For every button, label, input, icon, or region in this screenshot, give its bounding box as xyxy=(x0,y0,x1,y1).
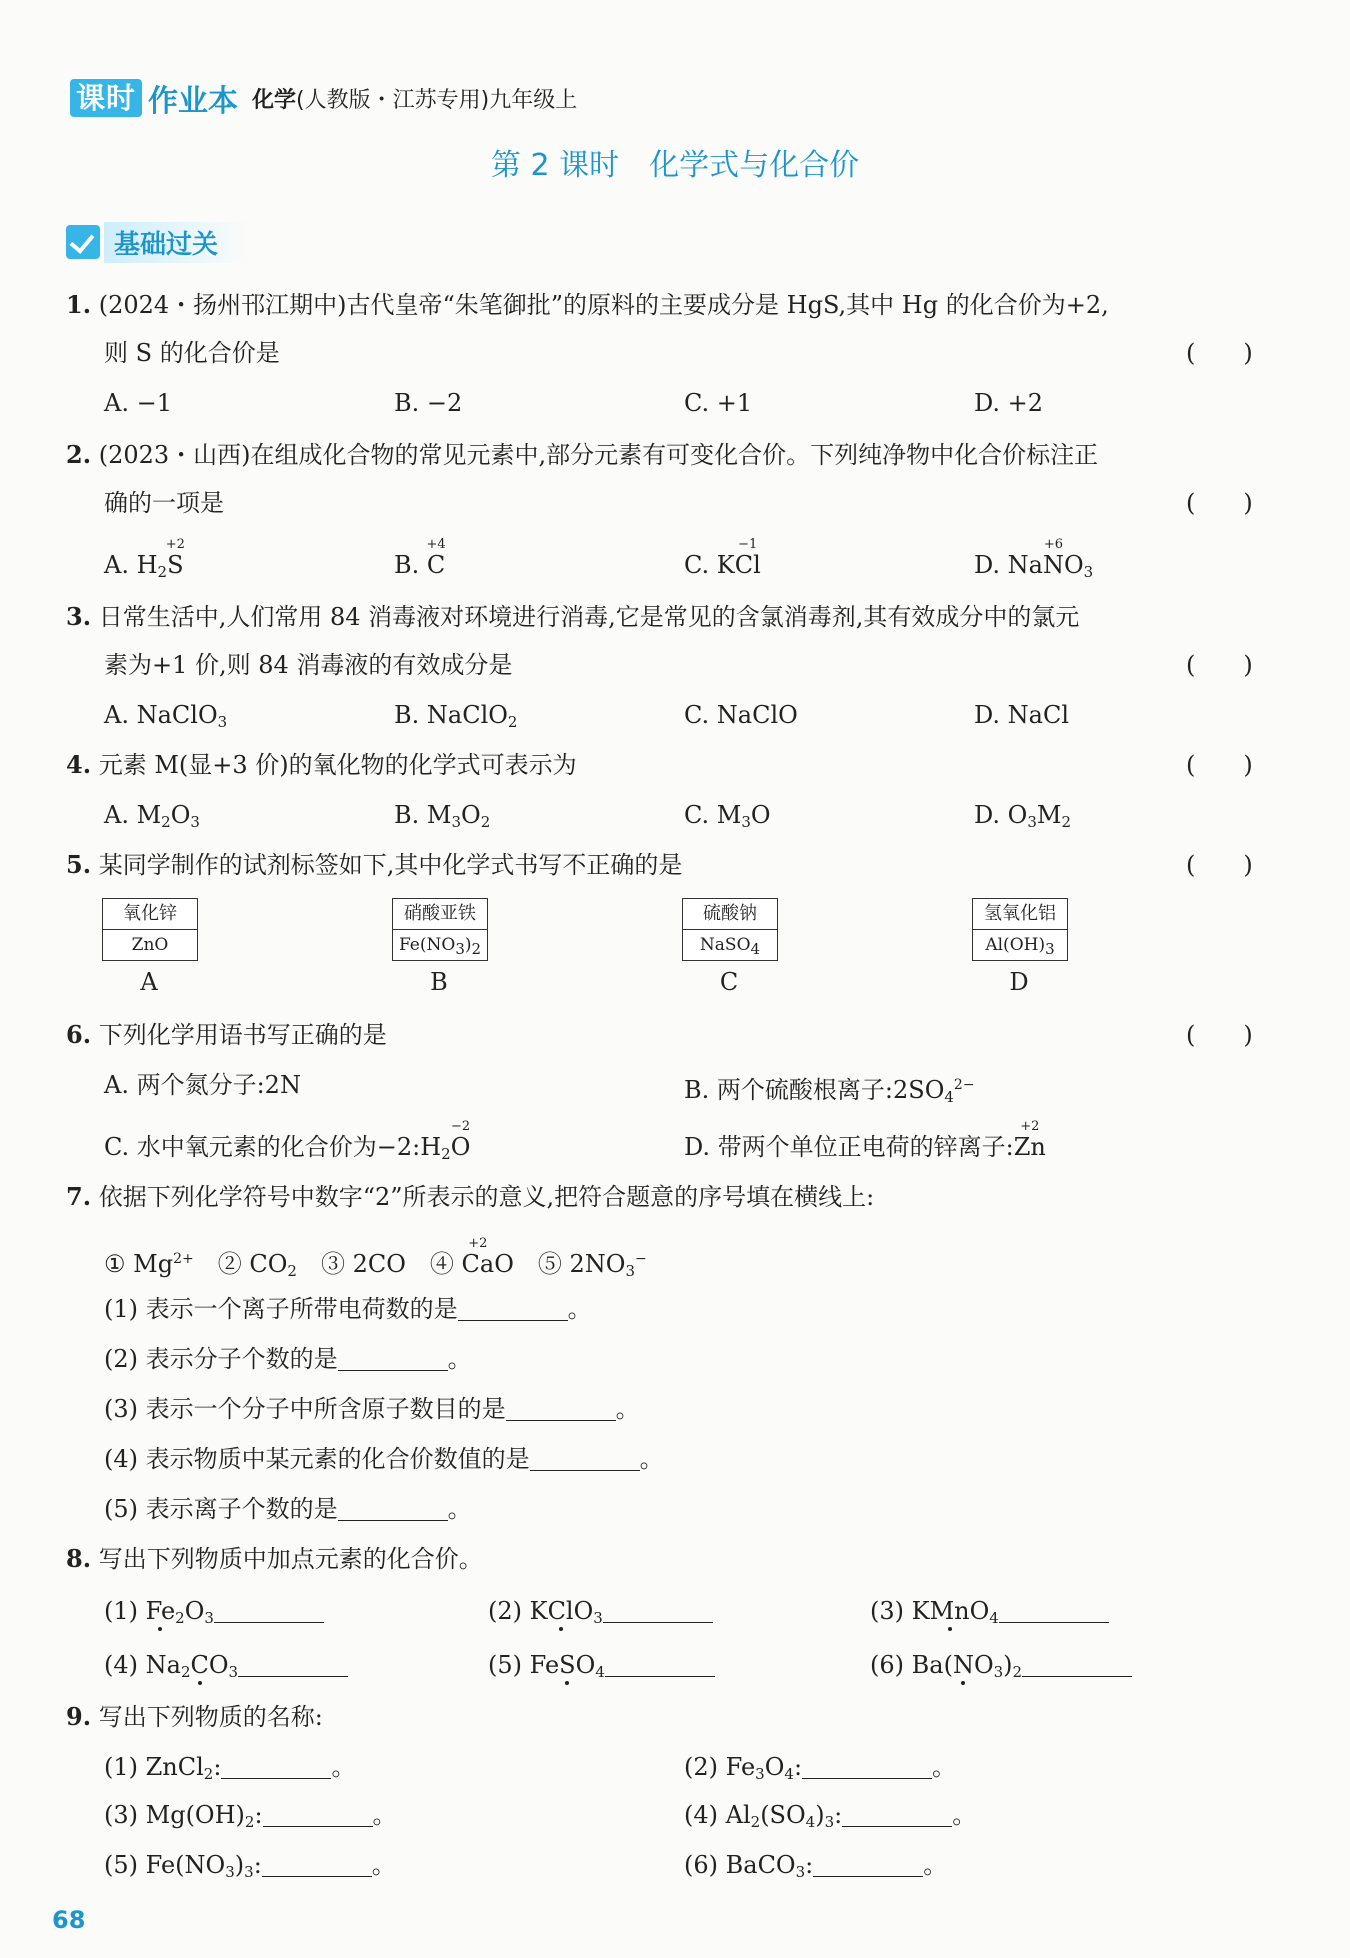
answer-blank[interactable] xyxy=(813,1854,923,1877)
answer-blank[interactable] xyxy=(842,1804,952,1827)
page-number: 68 xyxy=(52,1906,86,1934)
q3-option-c[interactable]: C. NaClO xyxy=(684,701,798,729)
label-name: 氧化锌 xyxy=(103,899,197,930)
q8-item2: (2) KClO$_3$ xyxy=(488,1596,713,1633)
q2-answer-paren[interactable]: ( ) xyxy=(1186,489,1253,517)
q2-option-c[interactable]: C. KCl −1 xyxy=(684,537,761,579)
q2-option-a[interactable]: A. $H_2S$ +2 xyxy=(104,537,185,581)
q5-line1: 5. 某同学制作的试剂标签如下,其中化学式书写不正确的是 xyxy=(66,850,683,879)
q7-sub4: (4) 表示物质中某元素的化合价数值的是 。 xyxy=(104,1445,664,1473)
answer-blank[interactable] xyxy=(605,1654,715,1677)
answer-blank[interactable] xyxy=(999,1600,1109,1623)
q7-sub5: (5) 表示离子个数的是 。 xyxy=(104,1495,472,1523)
label-name: 氢氧化铝 xyxy=(973,899,1067,930)
q1-line1: 1. (2024・扬州邗江期中)古代皇帝“朱笔御批”的原料的主要成分是 HgS,其中 Hg 的化合价为+2, xyxy=(66,290,1109,319)
book-name: 作业本 xyxy=(148,84,239,119)
q7-symbols: ① $Mg^{2+}$ ② $CO_2$ ③ 2CO ④ Ca +2 O ⑤ $2NO_3^-$ xyxy=(104,1236,647,1280)
q7-sub2: (2) 表示分子个数的是 。 xyxy=(104,1345,472,1373)
answer-blank[interactable] xyxy=(1022,1654,1132,1677)
q7-line1: 7. 依据下列化学符号中数字“2”所表示的意义,把符合题意的序号填在横线上: xyxy=(66,1182,875,1211)
label-letter-b: B xyxy=(430,968,448,996)
q2-line2: 确的一项是 xyxy=(104,489,224,517)
q8-item6: (6) $Ba(NO_3)_2$ xyxy=(870,1650,1132,1687)
q8-line1: 8. 写出下列物质中加点元素的化合价。 xyxy=(66,1544,483,1573)
section-label: 基础过关 xyxy=(104,222,248,263)
reagent-label-b[interactable] xyxy=(392,898,488,961)
q4-option-d[interactable]: D. $O_3M_2$ xyxy=(974,801,1071,831)
q9-item6: (6) BaCO$_3$: 。 xyxy=(684,1851,948,1881)
q2-option-b[interactable]: B. C +4 xyxy=(394,537,446,579)
label-formula: $Fe(NO_3)_2$ xyxy=(398,935,482,958)
q1-line2: 则 S 的化合价是 xyxy=(104,339,280,367)
section-heading xyxy=(66,222,248,262)
answer-blank[interactable] xyxy=(802,1756,932,1779)
answer-blank[interactable] xyxy=(458,1298,568,1321)
q3-line2: 素为+1 价,则 84 消毒液的有效成分是 xyxy=(104,651,513,679)
answer-blank[interactable] xyxy=(263,1804,373,1827)
q9-line1: 9. 写出下列物质的名称: xyxy=(66,1702,323,1731)
q9-item3: (3) $Mg(OH)_2$: 。 xyxy=(104,1801,397,1831)
answer-blank[interactable] xyxy=(338,1498,448,1521)
q1-option-c[interactable]: C. +1 xyxy=(684,389,753,417)
q3-line1: 3. 日常生活中,人们常用 84 消毒液对环境进行消毒,它是常见的含氯消毒剂,其有效成分中的氯元 xyxy=(66,602,1080,631)
q6-option-c[interactable]: C. 水中氧元素的化合价为$-2:H_2O$ −2 xyxy=(104,1119,471,1163)
q1-option-b[interactable]: B. −2 xyxy=(394,389,463,417)
header xyxy=(70,78,577,118)
q8-item3: (3) KMnO$_4$ xyxy=(870,1596,1109,1633)
q6-option-a[interactable]: A. 两个氮分子:2N xyxy=(104,1071,301,1099)
book-edition: 化学(人教版・江苏专用)九年级上 xyxy=(252,87,578,113)
checkbox-icon xyxy=(66,225,100,259)
label-name: 硝酸亚铁 xyxy=(393,899,487,930)
label-letter-c: C xyxy=(719,968,739,996)
label-letter-a: A xyxy=(140,968,158,996)
q6-option-d[interactable]: D. 带两个单位正电荷的锌离子:Zn +2 xyxy=(684,1119,1046,1161)
logo: 课时 xyxy=(70,79,142,117)
answer-blank[interactable] xyxy=(214,1600,324,1623)
q5-answer-paren[interactable]: ( ) xyxy=(1186,851,1253,879)
answer-blank[interactable] xyxy=(603,1600,713,1623)
q4-option-a[interactable]: A. $M_2O_3$ xyxy=(104,801,200,831)
reagent-label-a[interactable] xyxy=(102,898,198,961)
q4-answer-paren[interactable]: ( ) xyxy=(1186,751,1253,779)
q7-sub1: (1) 表示一个离子所带电荷数的是 。 xyxy=(104,1295,592,1323)
q6-option-b[interactable]: B. 两个硫酸根离子$:2SO_4^{2-}$ xyxy=(684,1076,975,1106)
q9-item2: (2) $Fe_3O_4$: 。 xyxy=(684,1753,957,1783)
label-name: 硫酸钠 xyxy=(683,899,777,930)
q4-option-c[interactable]: C. $M_3O$ xyxy=(684,801,771,831)
q3-option-b[interactable]: B. NaClO$_2$ xyxy=(394,701,518,731)
reagent-label-d[interactable] xyxy=(972,898,1068,961)
q4-option-b[interactable]: B. $M_3O_2$ xyxy=(394,801,491,831)
q1-answer-paren[interactable]: ( ) xyxy=(1186,339,1253,367)
label-formula: ZnO xyxy=(131,935,169,955)
q3-option-d[interactable]: D. NaCl xyxy=(974,701,1069,729)
q2-line1: 2. (2023・山西)在组成化合物的常见元素中,部分元素有可变化合价。下列纯净物中化合价标注正 xyxy=(66,440,1099,469)
q2-option-d[interactable]: D. NaN +6 $O_3$ xyxy=(974,537,1094,581)
q8-item1: (1) $Fe_2O_3$ xyxy=(104,1596,324,1633)
q1-option-a[interactable]: A. −1 xyxy=(104,389,172,417)
answer-blank[interactable] xyxy=(506,1398,616,1421)
q7-sub3: (3) 表示一个分子中所含原子数目的是 。 xyxy=(104,1395,640,1423)
q3-answer-paren[interactable]: ( ) xyxy=(1186,651,1253,679)
label-letter-d: D xyxy=(1009,968,1029,996)
answer-blank[interactable] xyxy=(221,1756,331,1779)
label-formula: NaSO$_4$ xyxy=(699,935,761,958)
answer-blank[interactable] xyxy=(530,1448,640,1471)
page-title: 第 2 课时 化学式与化合价 xyxy=(490,148,860,183)
q8-item4: (4) $Na_2CO_3$ xyxy=(104,1650,348,1687)
q4-line1: 4. 元素 M(显+3 价)的氧化物的化学式可表示为 xyxy=(66,750,577,779)
answer-blank[interactable] xyxy=(338,1348,448,1371)
q6-line1: 6. 下列化学用语书写正确的是 xyxy=(66,1020,387,1049)
q3-option-a[interactable]: A. NaClO$_3$ xyxy=(104,701,228,731)
q6-answer-paren[interactable]: ( ) xyxy=(1186,1021,1253,1049)
q9-item1: (1) ZnCl$_2$: 。 xyxy=(104,1753,356,1783)
q8-item5: (5) FeSO$_4$ xyxy=(488,1650,715,1687)
answer-blank[interactable] xyxy=(262,1854,372,1877)
answer-blank[interactable] xyxy=(238,1654,348,1677)
reagent-label-c[interactable] xyxy=(682,898,778,961)
q1-option-d[interactable]: D. +2 xyxy=(974,389,1044,417)
q9-item5: (5) $Fe(NO_3)_3$: 。 xyxy=(104,1851,396,1881)
label-formula: $Al(OH)_3$ xyxy=(985,935,1055,958)
q9-item4: (4) $Al_2(SO_4)_3$: 。 xyxy=(684,1801,977,1831)
